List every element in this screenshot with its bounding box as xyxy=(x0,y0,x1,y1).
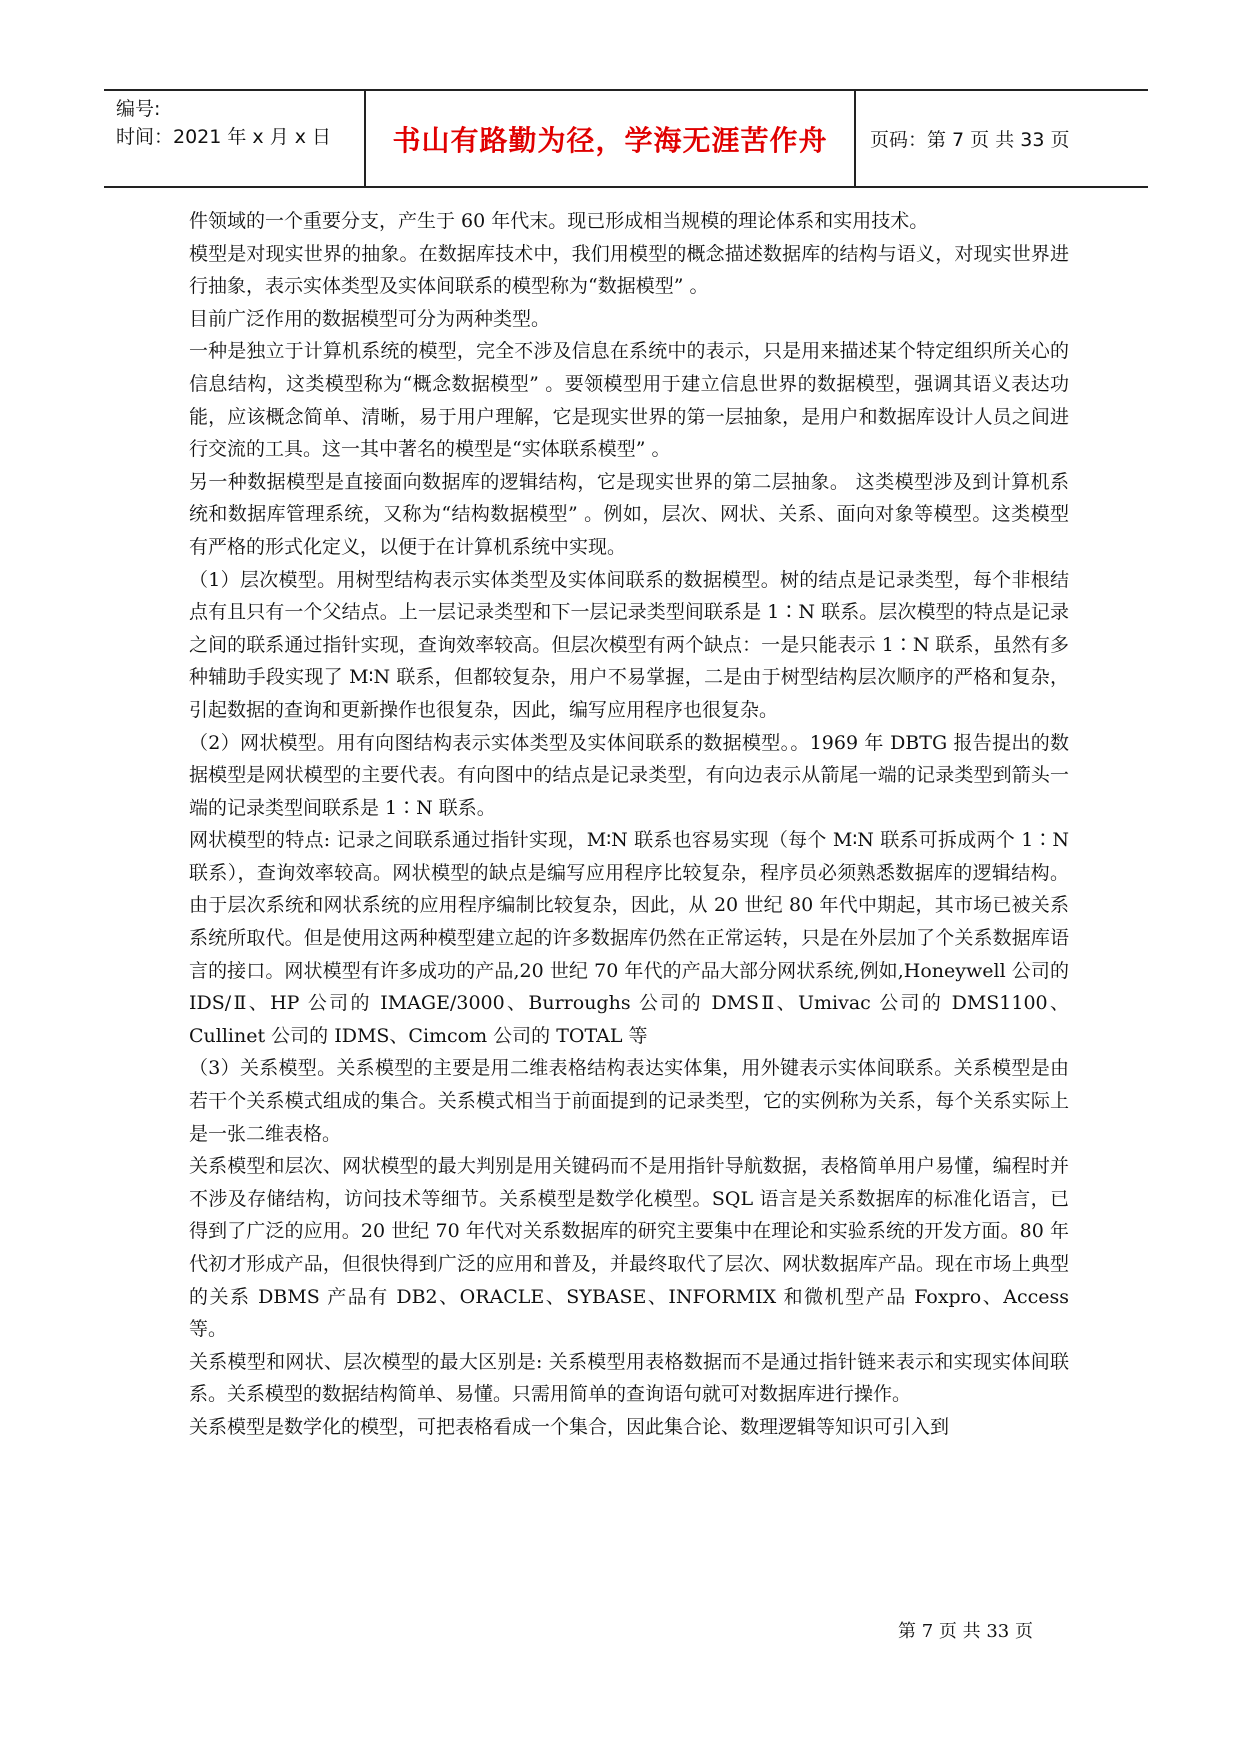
header-meta xyxy=(104,91,366,186)
paragraph: 关系模型和网状、层次模型的最大区别是: 关系模型用表格数据而不是通过指针链来表示和实现实体间联系。关系模型的数据结构简单、易懂。只需用简单的查询语句就可对数据库进行操作。 xyxy=(189,1350,1069,1406)
paragraph: （1）层次模型。用树型结构表示实体类型及实体间联系的数据模型。树的结点是记录类型，每个非根结点有且只有一个父结点。上一层记录类型和下一层记录类型间联系是 1∶N 联系。层次模型的特点是记录之间的联系通过指针实现，查询效率较高。但层次模型有两个缺点：一是只能表示 1∶N 联系，虽然有多种辅助手段实现了 M∶N 联系，但都较复杂，用户不易掌握，二是由于树型结构层次顺序的严格和复杂，引起数据的查询和更新操作也很复杂，因此，编写应用程序也很复杂。 xyxy=(189,568,1069,721)
page-footer: 第 7 页 共 33 页 xyxy=(898,1621,1033,1642)
paragraph: 一种是独立于计算机系统的模型，完全不涉及信息在系统中的表示，只是用来描述某个特定组织所关心的信息结构，这类模型称为“概念数据模型” 。要领模型用于建立信息世界的数据模型，强调其语义表达功能，应该概念简单、清晰，易于用户理解，它是现实世界的第一层抽象，是用户和数据库设计人员之间进行交流的工具。这一其中著名的模型是“实体联系模型” 。 xyxy=(189,340,1069,461)
document-time-label: 时间：2021 年 x 月 x 日 xyxy=(116,126,332,148)
paragraph: （2）网状模型。用有向图结构表示实体类型及实体间联系的数据模型。。1969 年 DBTG 报告提出的数据模型是网状模型的主要代表。有向图中的结点是记录类型，有向边表示从箭尾一端的记录类型到箭头一端的记录类型间联系是 1∶N 联系。 xyxy=(189,731,1069,819)
header-motto-cell xyxy=(366,91,856,186)
paragraph: 模型是对现实世界的抽象。在数据库技术中，我们用模型的概念描述数据库的结构与语义，对现实世界进行抽象，表示实体类型及实体间联系的模型称为“数据模型” 。 xyxy=(189,242,1069,298)
paragraph: 件领域的一个重要分支，产生于 60 年代末。现已形成相当规模的理论体系和实用技术。 xyxy=(189,210,929,232)
paragraph: 目前广泛作用的数据模型可分为两种类型。 xyxy=(189,307,551,330)
motto-text: 书山有路勤为径，学海无涯苦作舟 xyxy=(392,123,828,157)
header-page-info: 页码：第 7 页 共 33 页 xyxy=(870,129,1070,151)
paragraph: 网状模型的特点: 记录之间联系通过指针实现，M∶N 联系也容易实现（每个 M∶N 联系可拆成两个 1∶N 联系），查询效率较高。网状模型的缺点是编写应用程序比较复杂，程序员必须熟悉数据库的逻辑结构。由于层次系统和网状系统的应用程序编制比较复杂，因此，从 20 世纪 80 年代中期起，其市场已被关系系统所取代。但是使用这两种模型建立起的许多数据库仍然在正常运转，只是在外层加了个关系数据库语言的接口。网状模型有许多成功的产品,20 世纪 70 年代的产品大部分网状系统,例如,Honeywell 公司的 IDS/Ⅱ、HP 公司的 IMAGE/3000、Burroughs 公司的 DMSⅡ、Umivac 公司的 DMS1100、Cullinet 公司的 IDMS、Cimcom 公司的 TOTAL 等 xyxy=(189,829,1069,1047)
document-number-label: 编号: xyxy=(116,98,161,120)
paragraph: （3）关系模型。关系模型的主要是用二维表格结构表达实体集，用外键表示实体间联系。关系模型是由若干个关系模式组成的集合。关系模式相当于前面提到的记录类型，它的实例称为关系，每个关系实际上是一张二维表格。 xyxy=(189,1057,1069,1145)
page-header xyxy=(104,89,1148,188)
document-body xyxy=(189,205,1069,1444)
paragraph: 关系模型是数学化的模型，可把表格看成一个集合，因此集合论、数理逻辑等知识可引入到 xyxy=(189,1415,950,1438)
paragraph: 另一种数据模型是直接面向数据库的逻辑结构，它是现实世界的第二层抽象。 这类模型涉及到计算机系统和数据库管理系统，又称为“结构数据模型” 。例如，层次、网状、关系、面向对象等模型。这类模型有严格的形式化定义，以便于在计算机系统中实现。 xyxy=(189,470,1069,558)
paragraph: 关系模型和层次、网状模型的最大判别是用关键码而不是用指针导航数据，表格简单用户易懂，编程时并不涉及存储结构，访问技术等细节。关系模型是数学化模型。SQL 语言是关系数据库的标准化语言，已得到了广泛的应用。20 世纪 70 年代对关系数据库的研究主要集中在理论和实验系统的开发方面。80 年代初才形成产品，但很快得到广泛的应用和普及，并最终取代了层次、网状数据库产品。现在市场上典型的关系 DBMS 产品有 DB2、ORACLE、SYBASE、INFORMIX 和微机型产品 Foxpro、Access 等。 xyxy=(189,1155,1069,1341)
